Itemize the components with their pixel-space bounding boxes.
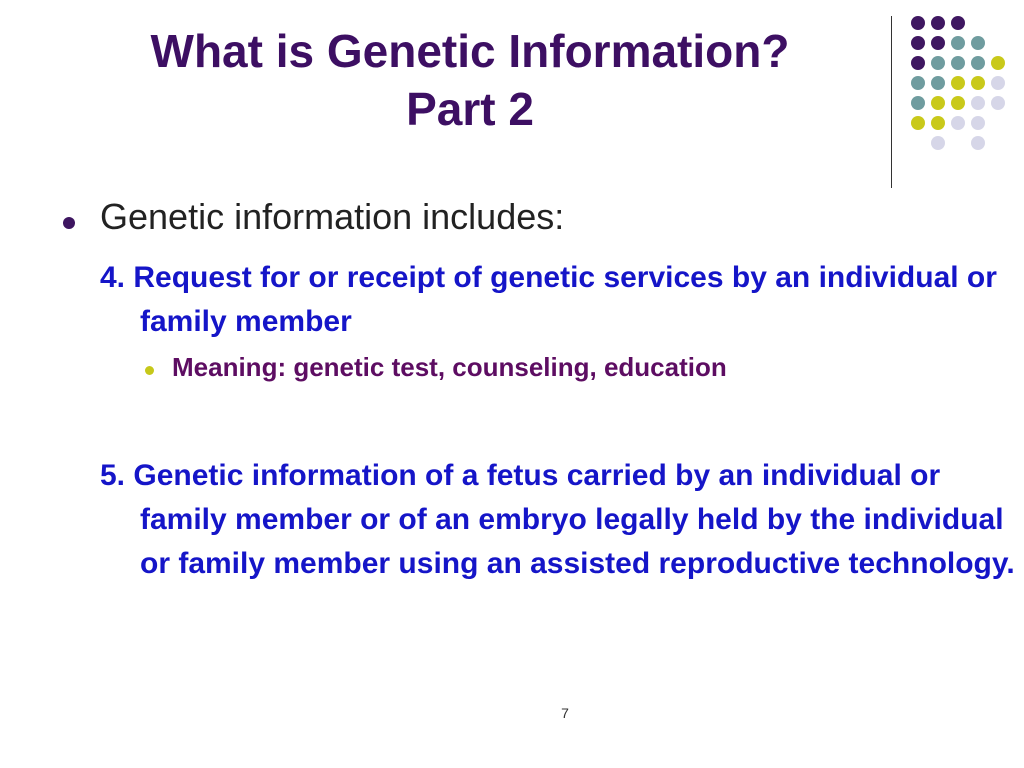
decorative-dot — [951, 56, 965, 70]
decorative-dot — [971, 96, 985, 110]
decorative-dot — [971, 136, 985, 150]
bullet-dot-icon — [63, 217, 75, 229]
decorative-dot — [931, 136, 945, 150]
decorative-dot — [911, 16, 925, 30]
decorative-dot — [931, 36, 945, 50]
decorative-dot — [971, 116, 985, 130]
decorative-dot — [951, 96, 965, 110]
item-5-text: 5. Genetic information of a fetus carried by an individual or family member or of an embryo legally held by the individual or family member using an assisted reproductive technology. — [100, 459, 1015, 580]
decorative-dot-grid — [0, 0, 1024, 200]
decorative-dot — [911, 116, 925, 130]
decorative-dot — [911, 36, 925, 50]
decorative-dot — [971, 56, 985, 70]
item-4-meaning: Meaning: genetic test, counseling, education — [172, 352, 727, 382]
decorative-dot — [931, 56, 945, 70]
title-line-2: Part 2 — [406, 83, 534, 135]
decorative-dot — [951, 16, 965, 30]
page-number: 7 — [561, 705, 569, 721]
decorative-dot — [931, 16, 945, 30]
decorative-dot — [911, 76, 925, 90]
decorative-dot — [911, 96, 925, 110]
decorative-dot — [931, 116, 945, 130]
title-line-1: What is Genetic Information? — [150, 25, 790, 77]
decorative-dot — [991, 96, 1005, 110]
item-4-text: 4. Request for or receipt of genetic services by an individual or family member — [100, 261, 997, 338]
bullet-genetic-info-includes: Genetic information includes: — [100, 196, 565, 237]
decorative-dot — [911, 56, 925, 70]
decorative-dot — [971, 36, 985, 50]
decorative-dot — [991, 76, 1005, 90]
decorative-dot — [931, 96, 945, 110]
sub-bullet-dot-icon — [145, 366, 154, 375]
decorative-dot — [931, 76, 945, 90]
decorative-dot — [991, 56, 1005, 70]
decorative-dot — [951, 116, 965, 130]
decorative-dot — [951, 76, 965, 90]
decorative-dot — [971, 76, 985, 90]
decorative-dot — [951, 36, 965, 50]
